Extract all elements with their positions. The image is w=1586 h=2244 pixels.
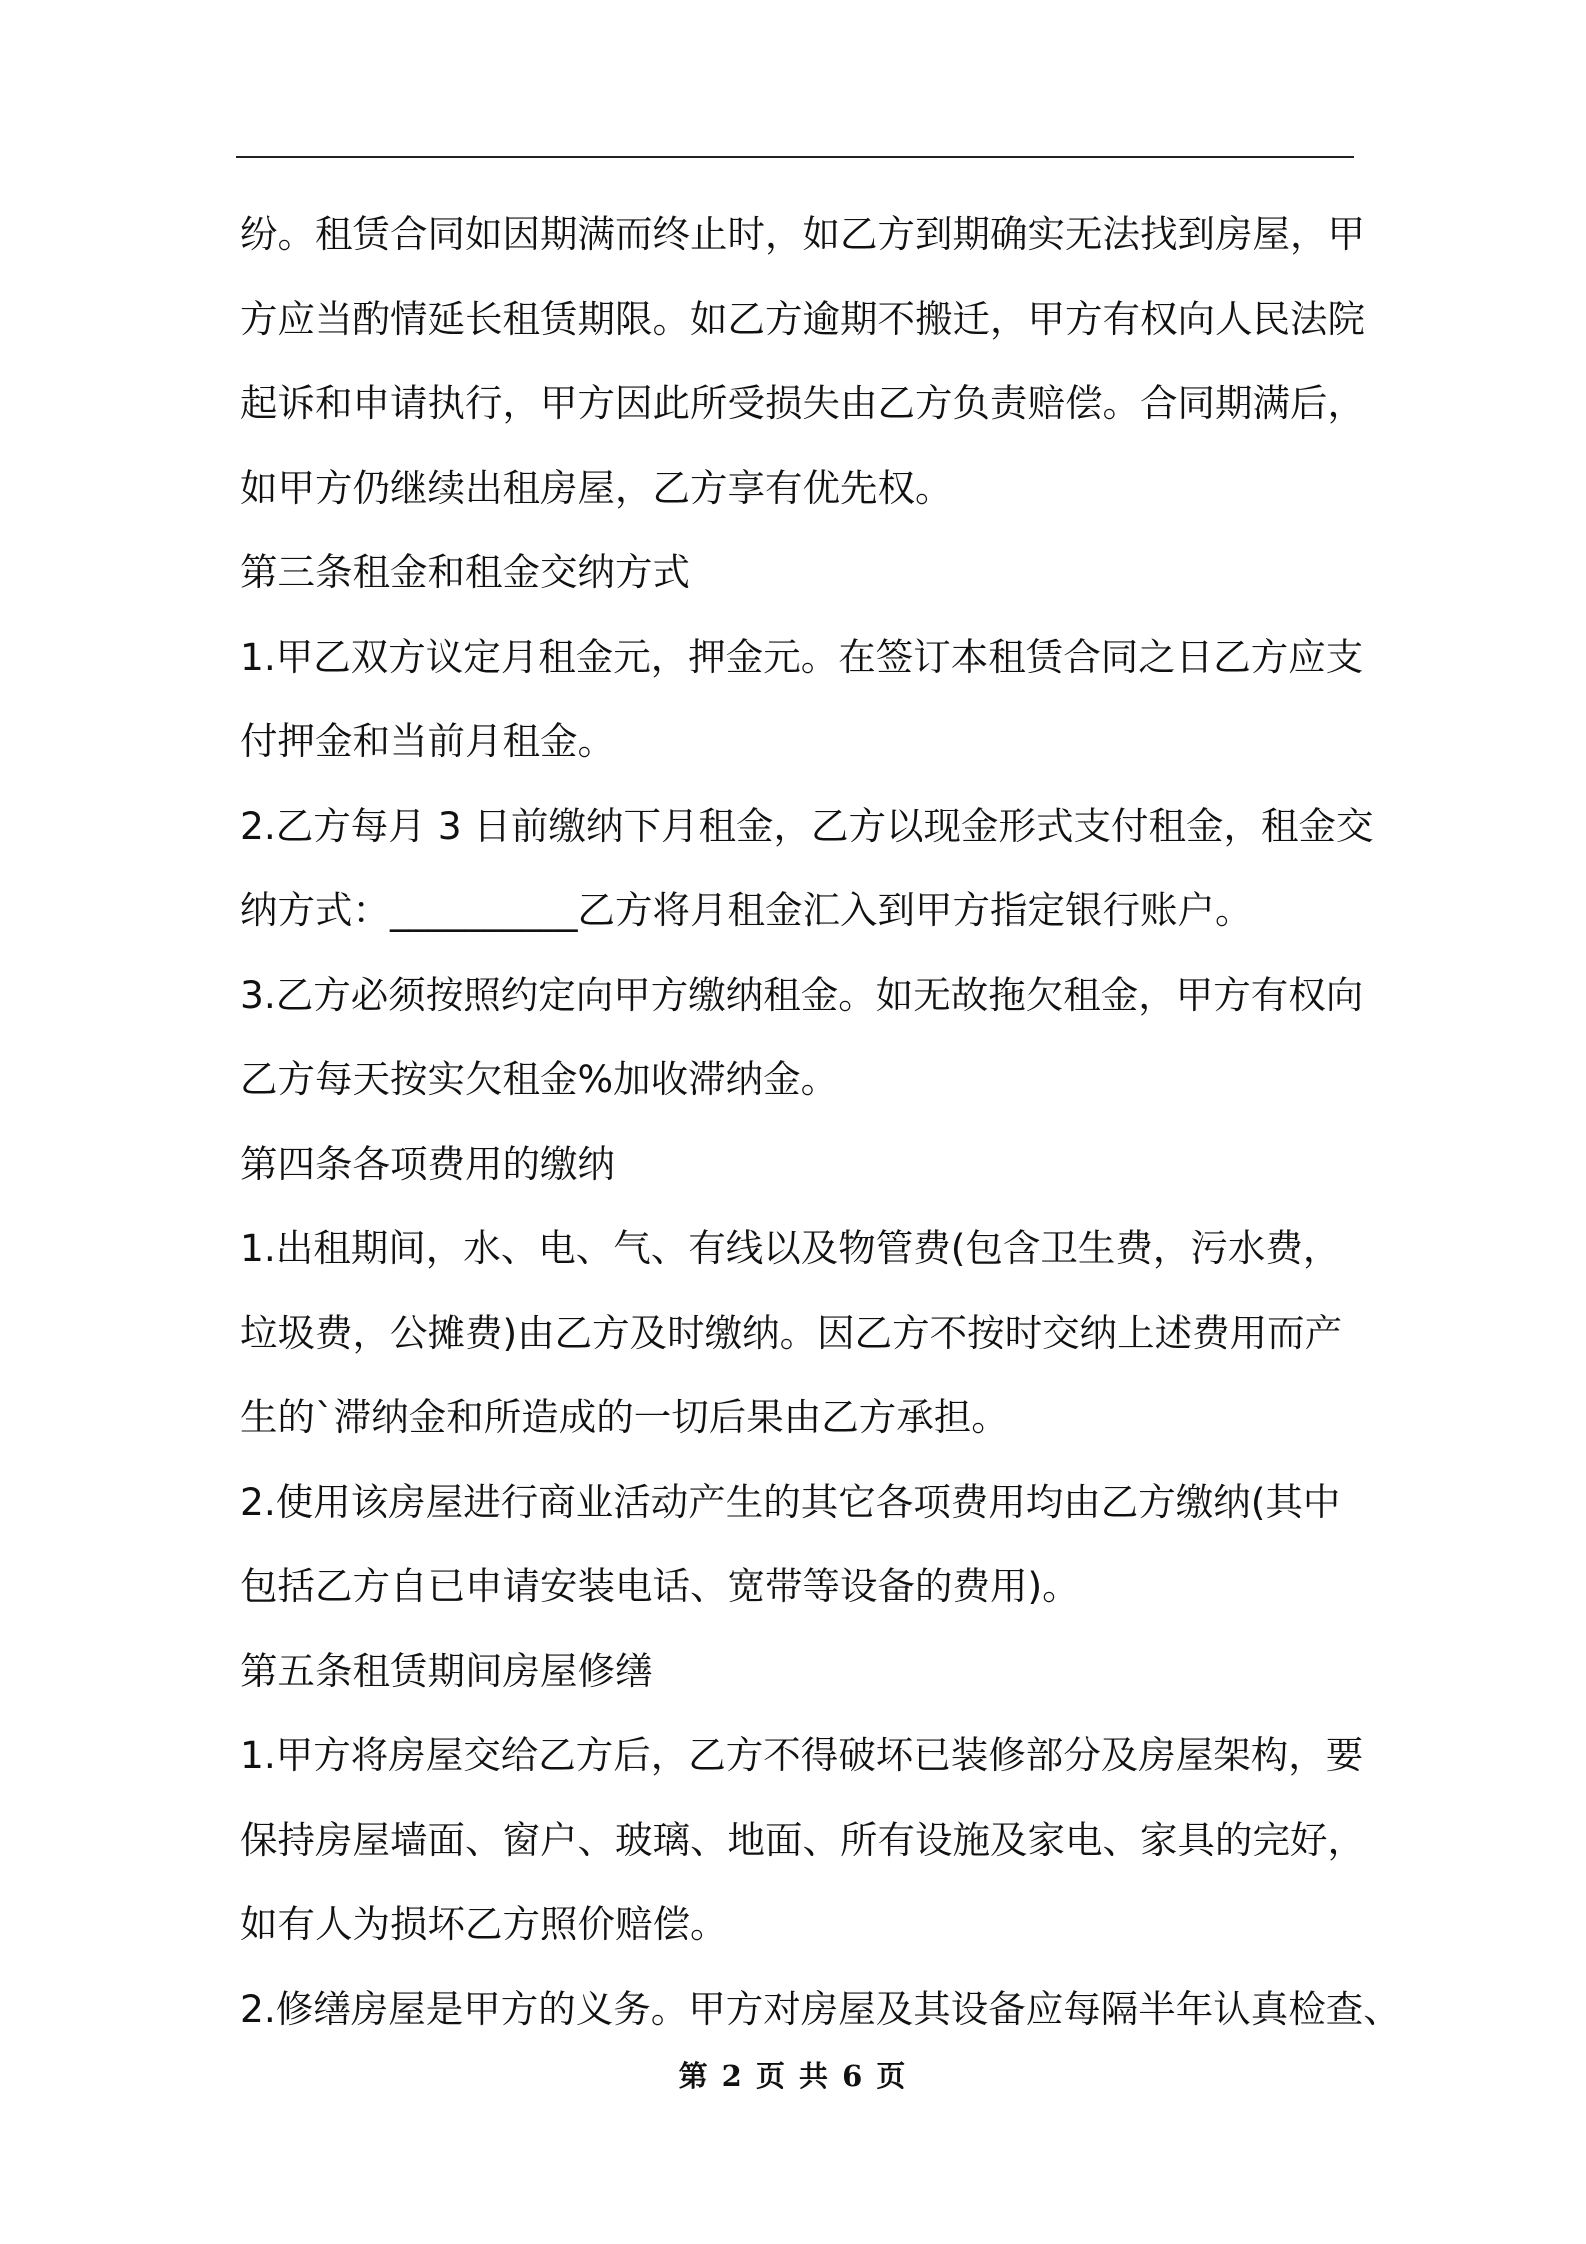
text-line: 起诉和申请执行，甲方因此所受损失由乙方负责赔偿。合同期满后， bbox=[240, 381, 1365, 425]
text-line: 方应当酌情延长租赁期限。如乙方逾期不搬迁，甲方有权向人民法院 bbox=[240, 296, 1365, 341]
section-heading: 第五条租赁期间房屋修缮 bbox=[240, 1648, 653, 1693]
text-line: 纳方式：__________乙方将月租金汇入到甲方指定银行账户。 bbox=[240, 888, 1253, 932]
text-line: 2.使用该房屋进行商业活动产生的其它各项费用均由乙方缴纳(其中 bbox=[240, 1479, 1341, 1524]
section-heading: 第四条各项费用的缴纳 bbox=[240, 1141, 615, 1186]
header-divider bbox=[236, 156, 1354, 158]
document-body bbox=[240, 192, 1401, 2051]
text-line: 如有人为损坏乙方照价赔偿。 bbox=[240, 1902, 728, 1946]
text-line: 保持房屋墙面、窗户、玻璃、地面、所有设施及家电、家具的完好， bbox=[240, 1817, 1365, 1862]
text-line: 1.出租期间，水、电、气、有线以及物管费(包含卫生费，污水费， bbox=[240, 1226, 1341, 1270]
text-line: 3.乙方必须按照约定向甲方缴纳租金。如无故拖欠租金，甲方有权向 bbox=[240, 972, 1364, 1017]
text-line: 2.修缮房屋是甲方的义务。甲方对房屋及其设备应每隔半年认真检查、 bbox=[240, 1986, 1401, 2031]
page-number: 第 2 页 共 6 页 bbox=[678, 2059, 908, 2093]
text-line: 乙方每天按实欠租金%加收滞纳金。 bbox=[240, 1057, 839, 1101]
text-line: 1.甲方将房屋交给乙方后，乙方不得破坏已装修部分及房屋架构，要 bbox=[240, 1733, 1364, 1777]
text-line: 垃圾费，公摊费)由乙方及时缴纳。因乙方不按时交纳上述费用而产 bbox=[240, 1310, 1343, 1355]
text-line: 生的`滞纳金和所造成的一切后果由乙方承担。 bbox=[240, 1395, 1009, 1439]
section-heading: 第三条租金和租金交纳方式 bbox=[240, 550, 690, 594]
text-line: 纷。租赁合同如因期满而终止时，如乙方到期确实无法找到房屋，甲 bbox=[240, 212, 1365, 256]
text-line: 1.甲乙双方议定月租金元，押金元。在签订本租赁合同之日乙方应支 bbox=[240, 634, 1364, 679]
text-line: 2.乙方每月 3 日前缴纳下月租金，乙方以现金形式支付租金，租金交 bbox=[240, 803, 1374, 848]
text-line: 付押金和当前月租金。 bbox=[240, 719, 615, 763]
text-line: 如甲方仍继续出租房屋，乙方享有优先权。 bbox=[240, 465, 953, 510]
text-line: 包括乙方自已申请安装电话、宽带等设备的费用)。 bbox=[240, 1564, 1080, 1608]
